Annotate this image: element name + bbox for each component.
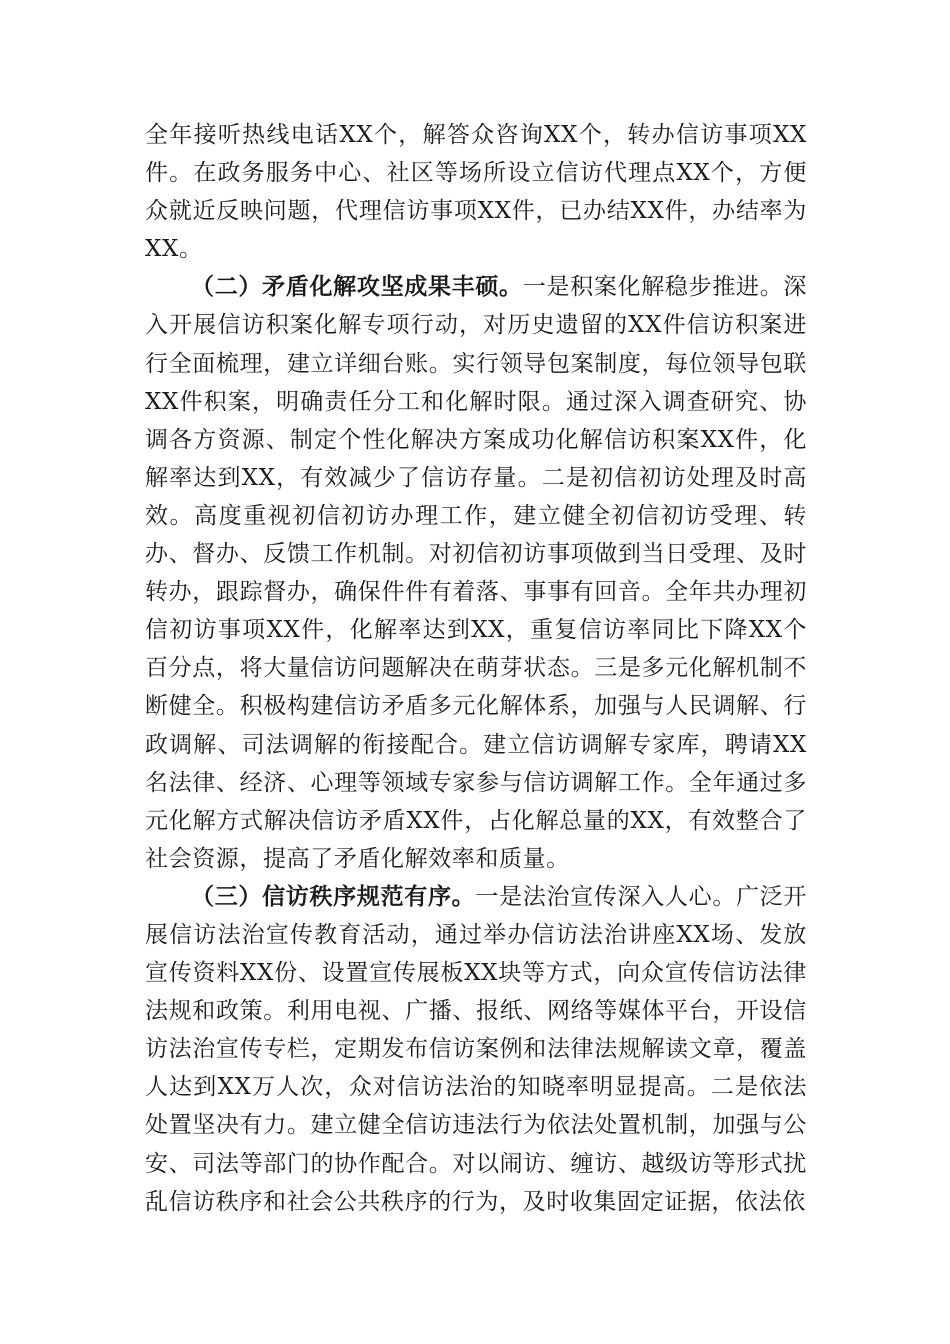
document-body (145, 116, 807, 1221)
paragraph-1 (145, 116, 807, 268)
section-heading-2: （二）矛盾化解攻坚成果丰硕。 (191, 273, 523, 301)
paragraph-1-text: 全年接听热线电话XX个，解答众咨询XX个，转办信访事项XX件。在政务服务中心、社区等场所设立信访代理点XX个，方便众就近反映问题，代理信访事项XX件，已办结XX件，办结率为XX。 (145, 122, 807, 263)
paragraph-3 (145, 878, 807, 1221)
paragraph-3-text: 一是法治宣传深入人心。广泛开展信访法治宣传教育活动，通过举办信访法治讲座XX场、发放宣传资料XX份、设置宣传展板XX块等方式，向众宣传信访法律法规和政策。利用电视、广播、报纸、网络等媒体平台，开设信访法治宣传专栏，定期发布信访案例和法律法规解读文章，覆盖人达到XX万人次，众对信访法治的知晓率明显提高。二是依法处置坚决有力。建立健全信访违法行为依法处置机制，加强与公安、司法等部门的协作配合。对以闹访、缠访、越级访等形式扰乱信访秩序和社会公共秩序的行为，及时收集固定证据，依法依 (145, 883, 808, 1215)
paragraph-2 (145, 268, 807, 878)
paragraph-2-text: 一是积案化解稳步推进。深入开展信访积案化解专项行动，对历史遗留的XX件信访积案进行全面梳理，建立详细台账。实行领导包案制度，每位领导包联XX件积案，明确责任分工和化解时限。通过深入调查研究、协调各方资源、制定个性化解决方案成功化解信访积案XX件，化解率达到XX，有效减少了信访存量。二是初信初访处理及时高效。高度重视初信初访办理工作，建立健全初信初访受理、转办、督办、反馈工作机制。对初信初访事项做到当日受理、及时转办，跟踪督办，确保件件有着落、事事有回音。全年共办理初信初访事项XX件，化解率达到XX，重复信访率同比下降XX个百分点，将大量信访问题解决在萌芽状态。三是多元化解机制不断健全。积极构建信访矛盾多元化解体系，加强与人民调解、行政调解、司法调解的衔接配合。建立信访调解专家库，聘请XX名法律、经济、心理等领域专家参与信访调解工作。全年通过多元化解方式解决信访矛盾XX件，占化解总量的XX，有效整合了社会资源，提高了矛盾化解效率和质量。 (145, 274, 808, 872)
section-heading-3: （三）信访秩序规范有序。 (191, 882, 476, 910)
